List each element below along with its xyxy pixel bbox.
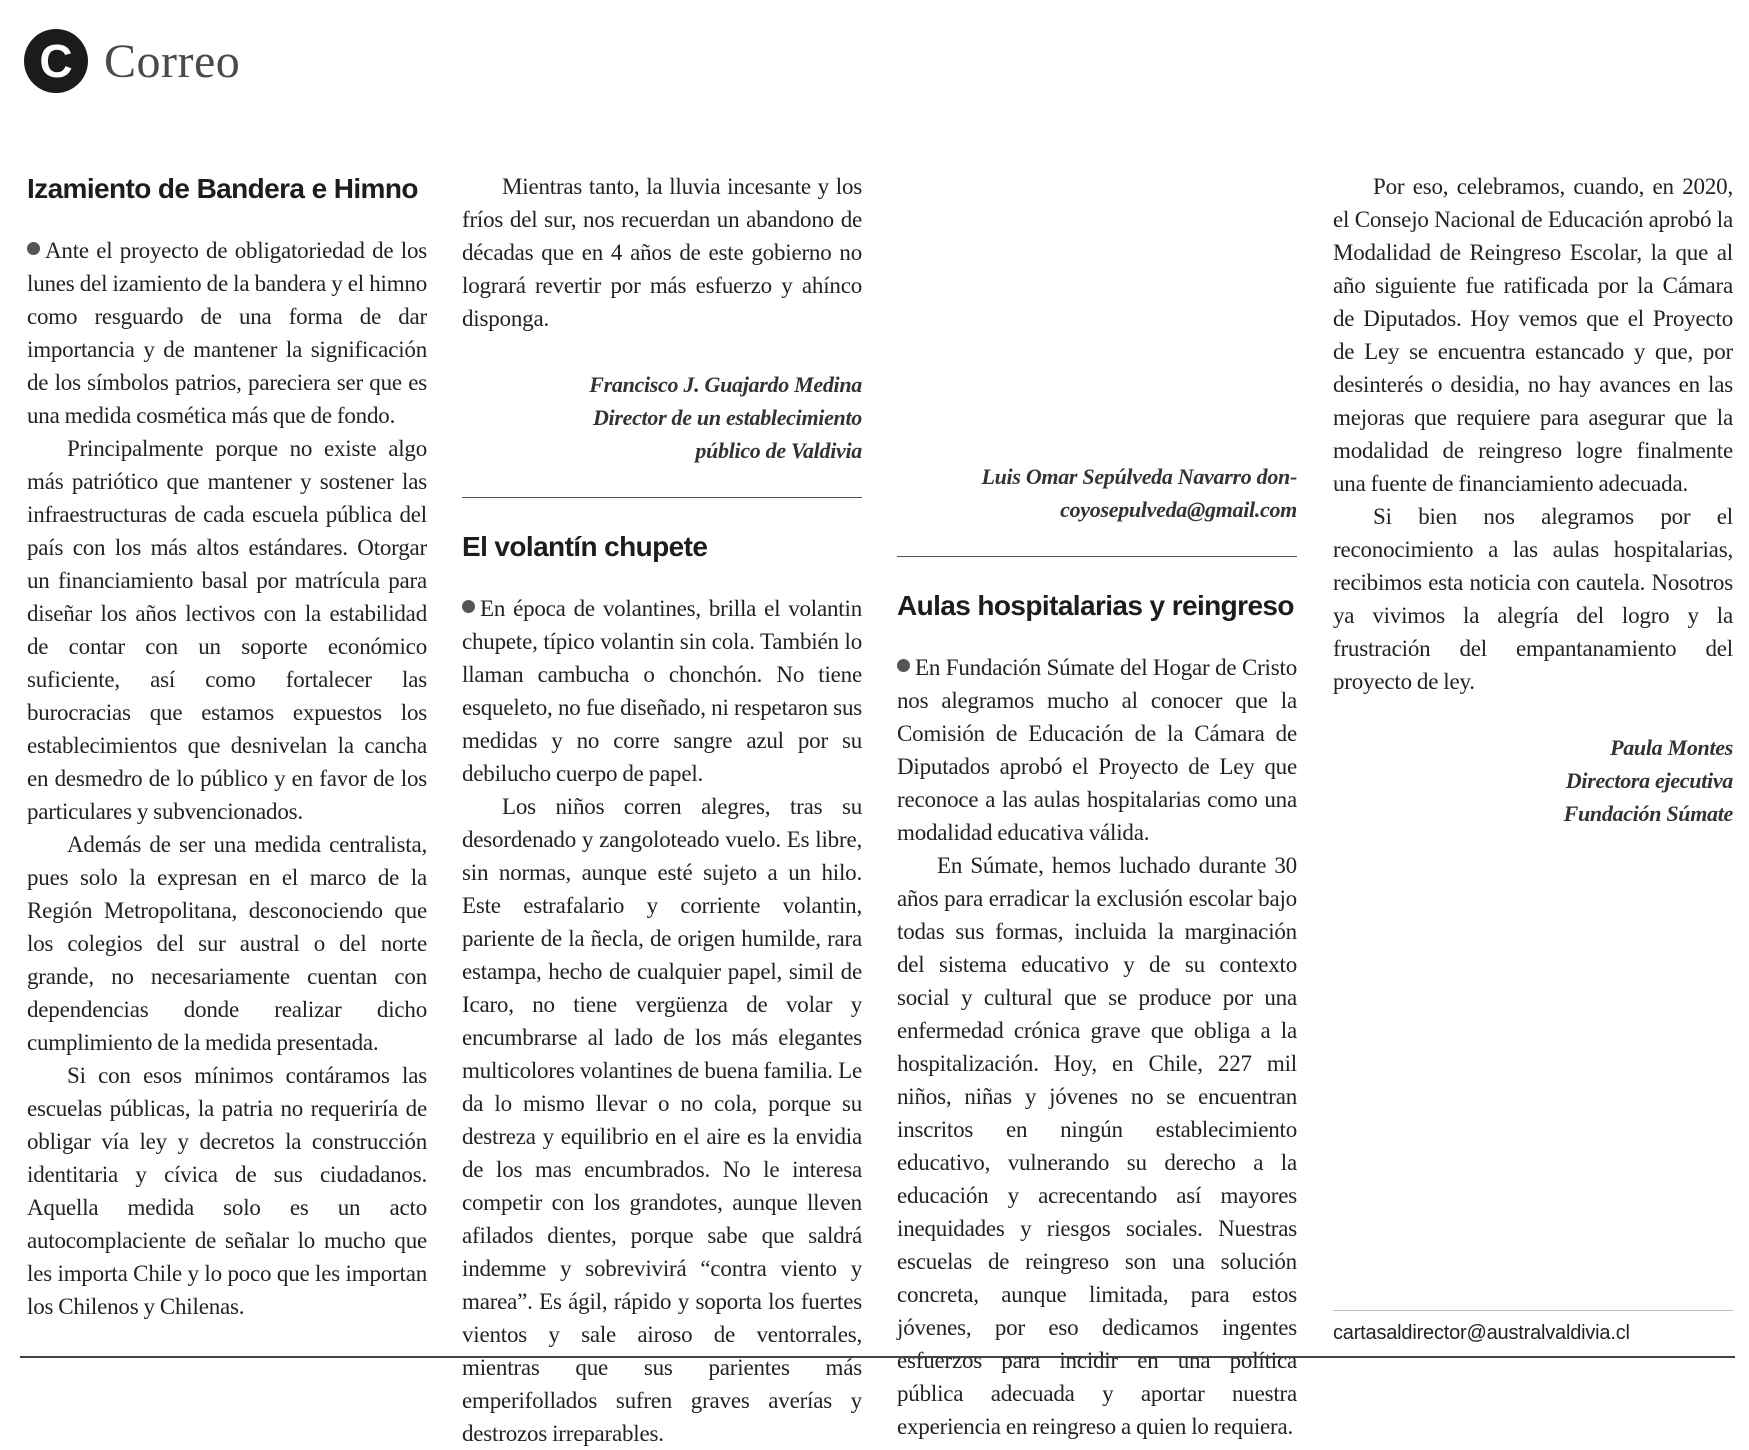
letter-1-paragraph: Si con esos mínimos contáramos las escuelas públicas, la patria no requeriría de obligar vía ley y decretos la construcción identitaria y cívica de sus ciudadanos. Aquella medida solo es un acto autocomplaciente de señalar lo mucho que les importa Chile y lo poco que les importan los Chilenos y Chilenas. — [27, 1063, 427, 1319]
letter-1-headline: Izamiento de Bandera e Himno — [27, 173, 418, 204]
section-title: Correo — [104, 34, 241, 88]
page-bottom-rule — [20, 1356, 1735, 1358]
section-logo: C — [24, 29, 88, 93]
letter-2-headline: El volantín chupete — [462, 531, 708, 562]
footer-divider — [1333, 1310, 1733, 1311]
letter-1-paragraph: Mientras tanto, la lluvia incesante y los fríos del sur, nos recuerdan un abandono de décadas que en 4 años de este gobierno no logrará revertir por más esfuerzo y ahínco disponga. — [462, 174, 862, 331]
column-2 — [462, 170, 862, 1450]
letter-3-signature: Paula Montes Directora ejecutiva Fundación Súmate — [1563, 735, 1733, 826]
letter-1-paragraph: Principalmente porque no existe algo más patriótico que mantener y sostener las infraestructuras de cada escuela pública del país con los más altos estándares. Otorgar un financiamiento basal por matrícula para diseñar los años lectivos con la estabilidad de contar con un soporte económico suficiente, así como fortalecer las burocracias que estamos expuestos los establecimientos que desnivelan la cancha en desmedro de lo público y en favor de los particulares y subvencionados. — [27, 436, 427, 824]
bullet-icon — [462, 600, 475, 613]
divider — [897, 556, 1297, 557]
letter-1-signature: Francisco J. Guajardo Medina Director de un establecimiento público de Valdivia — [589, 372, 862, 463]
letter-3-paragraph: Si bien nos alegramos por el reconocimiento a las aulas hospitalarias, recibimos esta noticia con cautela. Nosotros ya vivimos la alegría del logro y la frustración del empantanamiento del proyecto de ley. — [1333, 504, 1733, 694]
letter-3-paragraph: Por eso, celebramos, cuando, en 2020, el Consejo Nacional de Educación aprobó la Modalidad de Reingreso Escolar, la que al año siguiente fue ratificada por la Cámara de Diputados. Hoy vemos que el Proyecto de Ley se encuentra estancado y que, por desinterés o desidia, no hay avances en las mejoras que requiere para asegurar que la modalidad de reingreso logre finalmente una fuente de financiamiento adecuada. — [1333, 174, 1733, 496]
column-4 — [1333, 170, 1733, 830]
letter-3-headline: Aulas hospitalarias y reingreso — [897, 590, 1294, 621]
letter-1-paragraph: Ante el proyecto de obligatoriedad de los lunes del izamiento de la bandera y el himno como resguardo de una forma de dar importancia y de mantener la significación de los símbolos patrios, pareciera ser que es una medida cosmética más que de fondo. — [27, 238, 427, 428]
column-1 — [27, 170, 427, 1323]
letter-1-paragraph: Además de ser una medida centralista, pues solo la expresan en el marco de la Región Metropolitana, desconociendo que los colegios del sur austral o del norte grande, no necesariamente cuentan con dependencias donde realizar dicho cumplimiento de la medida presentada. — [27, 832, 427, 1055]
letter-3-paragraph: En Súmate, hemos luchado durante 30 años para erradicar la exclusión escolar bajo todas sus formas, incluida la marginación del sistema educativo y de su contexto social y cultural que se produce por una enfermedad crónica grave que obliga a la hospitalización. Hoy, en Chile, 227 mil niños, niñas y jóvenes no se encuentran inscritos en ningún establecimiento educativo, vulnerando su derecho a la educación y acrecentando así mayores inequidades y riesgos sociales. Nuestras escuelas de reingreso son una solución concreta, aunque limitada, para estos jóvenes, por eso dedicamos ingentes esfuerzos para incidir en una política pública adecuada y aportar nuestra experiencia en reingreso a quien lo requiera. — [897, 853, 1297, 1439]
letter-3-paragraph: En Fundación Súmate del Hogar de Cristo nos alegramos mucho al conocer que la Comisión de Educación de la Cámara de Diputados aprobó el Proyecto de Ley que reconoce a las aulas hospitalarias como una modalidad educativa válida. — [897, 655, 1297, 845]
masthead — [24, 26, 240, 96]
letter-2-paragraph: En época de volantines, brilla el volantin chupete, típico volantin sin cola. También lo llaman cambucha o chonchón. No tiene esqueleto, no fue diseñado, ni respetaron sus medidas y no corre sangre azul por su debilucho cuerpo de papel. — [462, 596, 862, 786]
bullet-icon — [897, 659, 910, 672]
column-3 — [897, 170, 1297, 1443]
bullet-icon — [27, 242, 40, 255]
contact-email[interactable]: cartasaldirector@australvaldivia.cl — [1333, 1322, 1630, 1344]
divider — [462, 497, 862, 498]
letter-2-signature: Luis Omar Sepúlveda Navarro don- coyosepulveda@gmail.com — [981, 464, 1297, 522]
letter-2-paragraph: Los niños corren alegres, tras su desordenado y zangoloteado vuelo. Es libre, sin normas, aunque esté sujeto a un hilo. Este estrafalario y corriente volantin, pariente de la ñecla, de origen humilde, rara estampa, hecho de cualquier papel, simil de Icaro, no tiene vergüenza de volar y encumbrarse al lado de los más elegantes multicolores volantines de buena familia. Le da lo mismo llevar o no cola, porque su destreza y equilibrio en el aire es la envidia de los mas encumbrados. No le interesa competir con los grandotes, aunque lleven afilados dientes, porque sabe que saldrá indemme y sobrevivirá “contra viento y marea”. Es ágil, rápido y soporta los fuertes vientos y sale airoso de ventorrales, mientras que sus parientes más emperifollados sufren graves averías y destrozos irreparables. — [462, 794, 862, 1446]
